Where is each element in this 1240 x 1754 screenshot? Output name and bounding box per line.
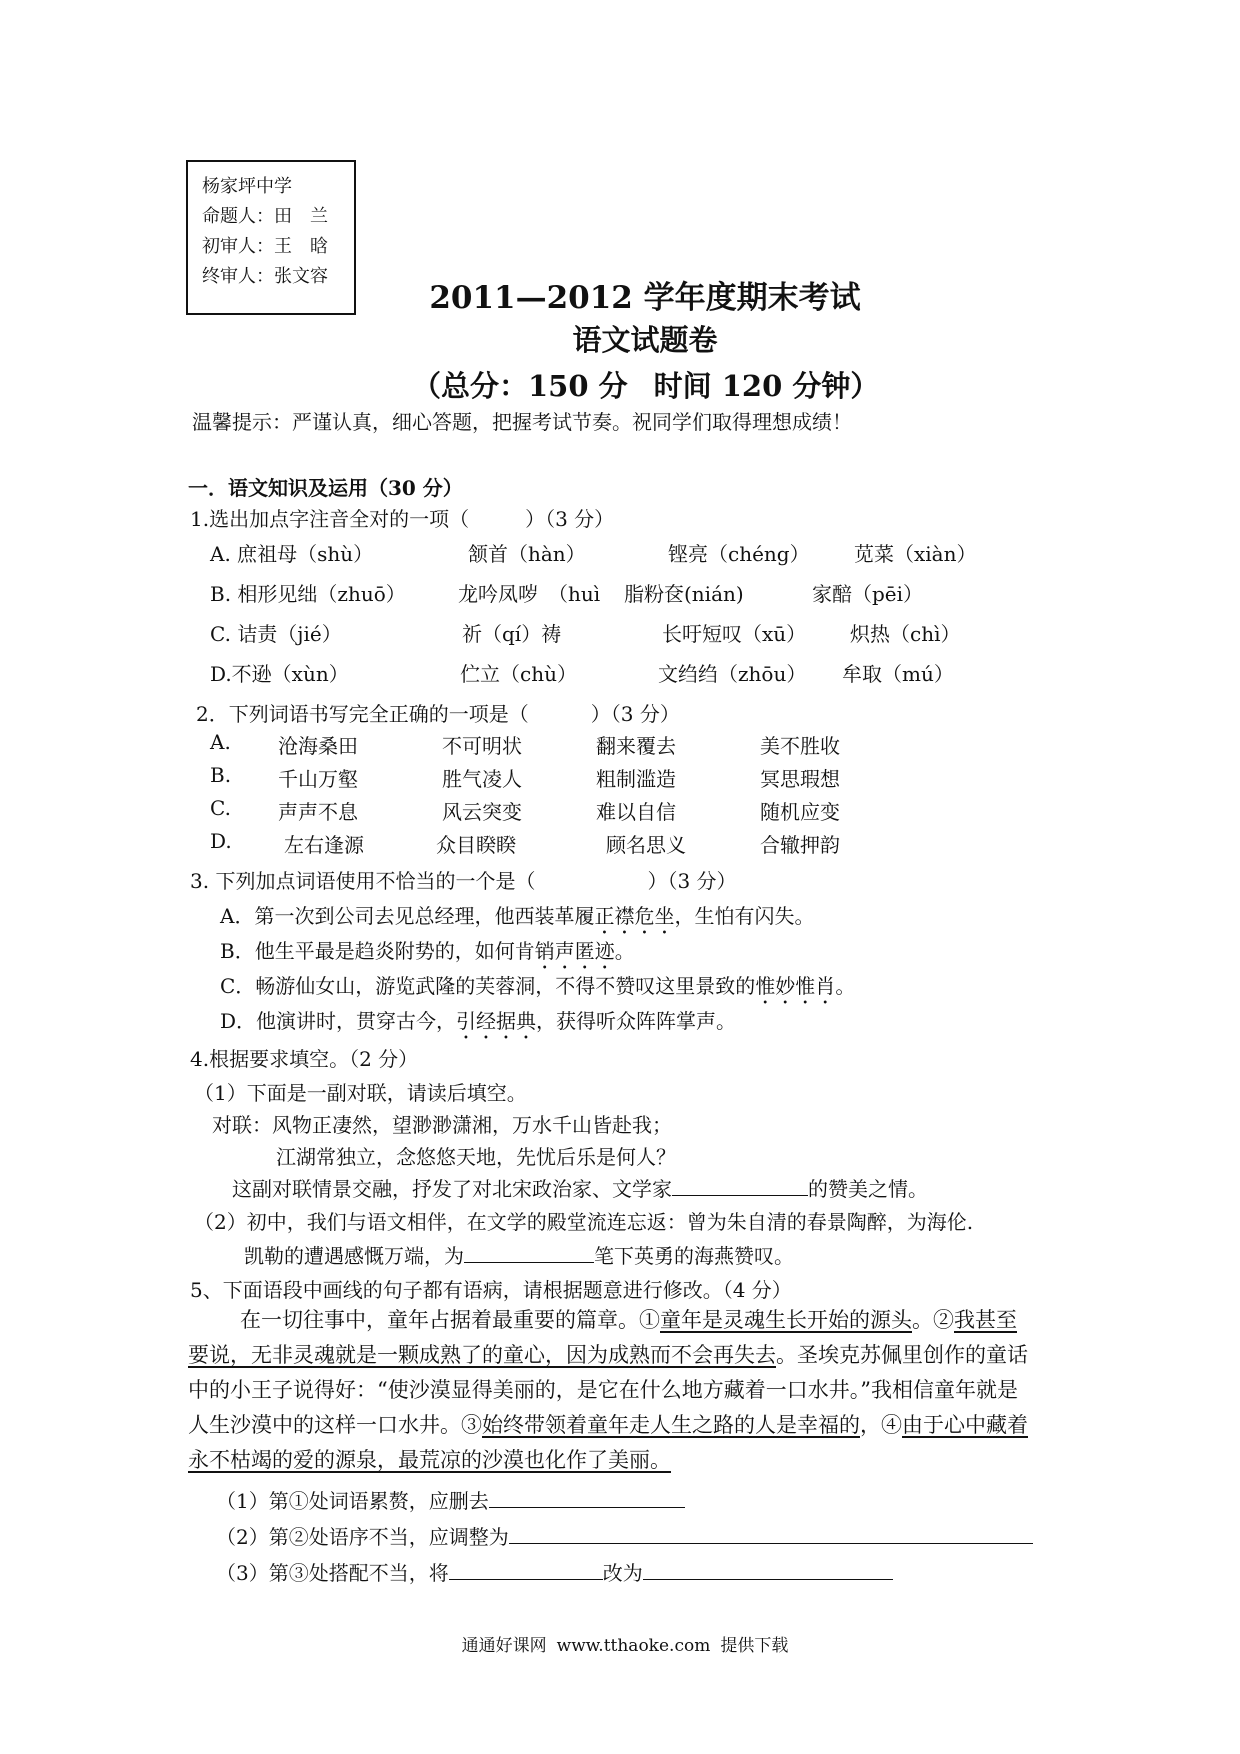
q1-option-c2: 祈（qí）祷 [462,622,562,646]
q2-word: 众目睽睽 [436,833,516,857]
q4-part2: （2）初中，我们与语文相伴，在文学的殿堂流连忘返：曾为朱自清的春景陶醉，为海伦. [194,1210,974,1234]
q5-passage-line5: 永不枯竭的爱的源泉，最荒凉的沙漠也化作了美丽。 [188,1448,671,1472]
q2-stem: 2．下列词语书写完全正确的一项是（ ）（3 分） [196,702,680,726]
answer-blank[interactable] [509,1523,1033,1544]
q1-option-a4: 苋菜（xiàn） [854,542,977,566]
q2-label-c: C. [210,796,231,820]
q5-passage-line2: 要说，无非灵魂就是一颗成熟了的童心，因为成熟而不会再失去。圣埃克苏佩里创作的童话 [188,1343,1028,1367]
q3-option-c: C．畅游仙女山，游览武隆的芙蓉洞，不得不赞叹这里景致的惟妙惟肖。 [220,974,856,998]
section-heading: 一．语文知识及运用（30 分） [188,476,463,500]
total-score: （总分：150 分 [412,369,628,403]
q4-part1: （1）下面是一副对联，请读后填空。 [194,1081,527,1105]
footer-note: 提供下载 [720,1636,789,1656]
answer-blank[interactable] [672,1175,808,1196]
q2-word: 难以自信 [596,800,676,824]
answer-blank[interactable] [643,1559,893,1580]
q5-passage-line3: 中的小王子说得好：“使沙漠显得美丽的，是它在什么地方藏着一口水井。”我相信童年就是 [188,1378,1018,1402]
q2-word: 胜气凌人 [442,767,522,791]
q1-option-d2: 伫立（chù） [460,662,577,686]
q2-word: 左右逢源 [284,833,364,857]
first-reviewer-line: 初审人：王 晗 [202,236,328,257]
q1-stem: 1.选出加点字注音全对的一项（ ）（3 分） [190,507,615,531]
q1-option-d3: 文绉绉（zhōu） [658,662,807,686]
footer-url: www.tthaoke.com [556,1636,711,1656]
footer-site: 通通好课网 [461,1636,547,1656]
q1-option-b1: B. 相形见绌（zhuō） [210,582,406,606]
final-reviewer-line: 终审人：张文容 [202,266,328,287]
q2-word: 合辙押韵 [760,833,840,857]
q4-couplet-line1: 对联：风物正凄然，望渺渺潇湘，万水千山皆赴我； [212,1113,672,1137]
q2-word: 千山万壑 [278,767,358,791]
q3-option-d: D．他演讲时，贯穿古今，引经据典，获得听众阵阵掌声。 [220,1009,737,1033]
q1-option-a3: 铿亮（chéng） [668,542,810,566]
q2-word: 随机应变 [760,800,840,824]
q2-word: 粗制滥造 [596,767,676,791]
q1-option-b4: 家醅（pēi） [812,582,924,606]
q1-option-c3: 长吁短叹（xū） [662,622,807,646]
q2-word: 声声不息 [278,800,358,824]
q2-word: 不可明状 [442,734,522,758]
q5-stem: 5、下面语段中画线的句子都有语病，请根据题意进行修改。（4 分） [190,1278,792,1302]
q2-word: 风云突变 [442,800,522,824]
exam-score-time [412,364,879,405]
q1-option-d4: 牟取（mú） [842,662,954,686]
answer-blank[interactable] [449,1559,603,1580]
q2-label-d: D. [210,829,232,853]
q3-option-b: B．他生平最是趋炎附势的，如何肯销声匿迹。 [220,939,635,963]
q5-passage-line4: 人生沙漠中的这样一口水井。③始终带领着童年走人生之路的人是幸福的，④由于心中藏着 [188,1413,1028,1437]
q1-option-a2: 颔首（hàn） [468,542,586,566]
q1-option-b2: 龙吟凤哕 （huì [458,582,601,606]
q1-option-d1: D.不逊（xùn） [210,662,349,686]
q1-option-c1: C. 诘责（jié） [210,622,342,646]
q3-option-a: A．第一次到公司去见总经理，他西装革履正襟危坐，生怕有闪失。 [220,904,815,928]
exam-subtitle: 语文试题卷 [572,323,718,357]
q2-word: 冥思瑕想 [760,767,840,791]
q5-sub1: （1）第①处词语累赘，应删去 [216,1485,685,1514]
q5-sub2: （2）第②处语序不当，应调整为 [216,1521,1033,1550]
answer-blank[interactable] [464,1242,594,1263]
q2-word: 翻来覆去 [596,734,676,758]
author-line: 命题人：田 兰 [202,206,328,227]
q1-option-a1: A. 庶祖母（shù） [210,542,374,566]
q2-label-a: A. [210,730,231,754]
q4-couplet-line2: 江湖常独立，念悠悠天地，先忧后乐是何人？ [276,1145,676,1169]
q5-passage-line1: 在一切往事中，童年占据着最重要的篇章。①童年是灵魂生长开始的源头。②我甚至 [240,1308,1017,1332]
q2-word: 沧海桑田 [278,734,358,758]
page-footer [0,1631,1240,1656]
q2-word: 顾名思义 [606,833,686,857]
q4-part2-cont: 凯勒的遭遇感慨万端，为 笔下英勇的海燕赞叹。 [244,1244,794,1268]
q2-label-b: B. [210,763,232,787]
q2-word: 美不胜收 [760,734,840,758]
q1-option-c4: 炽热（chì） [850,622,961,646]
q5-sub3: （3）第③处搭配不当，将 改为 [216,1557,893,1586]
exam-title: 2011—2012 学年度期末考试 [429,280,861,316]
q1-option-b3: 脂粉奁(nián) [624,582,744,606]
answer-blank[interactable] [489,1487,685,1508]
q4-fill1: 这副对联情景交融，抒发了对北宋政治家、文学家 的赞美之情。 [232,1177,928,1201]
q3-stem: 3. 下列加点词语使用不恰当的一个是（ ）（3 分） [190,869,737,893]
q4-stem: 4.根据要求填空。（2 分） [190,1047,419,1071]
exam-tip: 温馨提示：严谨认真，细心答题，把握考试节奏。祝同学们取得理想成绩！ [192,410,852,434]
exam-time: 时间 120 分钟） [653,369,880,403]
school-name: 杨家坪中学 [202,176,292,197]
